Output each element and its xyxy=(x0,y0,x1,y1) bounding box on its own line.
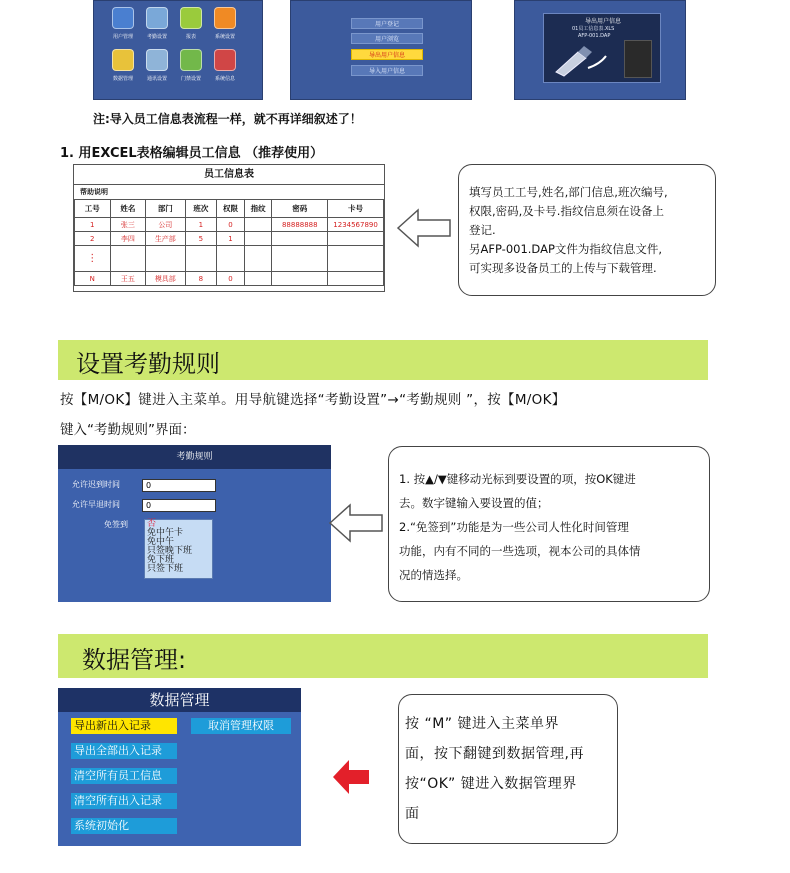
callout-line: 按 “M” 键进入主菜单界 xyxy=(405,716,559,732)
callout-line: 2.“免签到”功能是为一些公司人性化时间管理 xyxy=(399,520,629,534)
table-cell xyxy=(217,246,245,272)
cancel-admin-button[interactable]: 取消管理权限 xyxy=(191,718,291,734)
callout-line: 可实现多设备员工的上传与下载管理. xyxy=(469,261,657,275)
excel-callout xyxy=(458,164,716,296)
free-sign-options[interactable] xyxy=(144,519,213,579)
early-label: 允许早退时间 xyxy=(72,500,120,509)
table-cell xyxy=(244,218,272,232)
option-item[interactable]: 只签晚下班 xyxy=(147,546,193,556)
table-cell xyxy=(272,246,328,272)
table-row xyxy=(75,246,384,272)
callout-line: 面，按下翻键到数据管理,再 xyxy=(405,746,584,762)
option-item[interactable]: 否 xyxy=(147,519,157,529)
attendance-callout xyxy=(388,446,710,602)
table-cell: 生产部 xyxy=(146,232,185,246)
info-icon[interactable] xyxy=(214,49,236,71)
attendance-rule-panel xyxy=(58,445,331,602)
menu-icon-label: 系统信息 xyxy=(214,76,235,82)
calendar-icon[interactable] xyxy=(146,7,168,29)
data-mgmt-panel xyxy=(58,688,301,846)
table-cell xyxy=(244,272,272,286)
option-item[interactable]: 只签下班 xyxy=(147,564,184,574)
menu-icon-label: 门禁设置 xyxy=(180,76,201,82)
usb-drive-icon xyxy=(552,42,612,78)
callout-line: 登记. xyxy=(469,223,496,237)
left-arrow-icon xyxy=(396,208,452,248)
table-header-cell: 工号 xyxy=(75,200,111,218)
table-cell xyxy=(328,246,384,272)
gear-icon[interactable] xyxy=(214,7,236,29)
table-cell: 公司 xyxy=(146,218,185,232)
option-item[interactable]: 免下班 xyxy=(147,555,175,565)
callout-line: 填写员工工号,姓名,部门信息,班次编号, xyxy=(469,185,668,199)
excel-heading: 1. 用EXCEL表格编辑员工信息 （推荐使用） xyxy=(60,146,324,161)
table-cell: 张三 xyxy=(110,218,146,232)
callout-line: 功能，内有不同的一些选项，视本公司的具体情 xyxy=(399,544,641,558)
export-window xyxy=(543,13,661,83)
menu-icon-label: 通讯设置 xyxy=(146,76,167,82)
callout-line: 面 xyxy=(405,806,420,822)
table-row xyxy=(75,272,384,286)
table-cell xyxy=(244,246,272,272)
table-header-cell: 姓名 xyxy=(110,200,146,218)
table-cell xyxy=(328,272,384,286)
table-title: 员工信息表 xyxy=(74,165,384,185)
export-all-records-button[interactable]: 导出全部出入记录 xyxy=(71,743,177,759)
data-panel-title: 数据管理 xyxy=(58,688,301,712)
free-sign-label: 免签到 xyxy=(104,520,128,529)
table-cell: 王五 xyxy=(110,272,146,286)
clear-records-button[interactable]: 清空所有出入记录 xyxy=(71,793,177,809)
table-cell: 0 xyxy=(217,272,245,286)
menu-icon-label: 考勤设置 xyxy=(146,34,167,40)
network-icon[interactable] xyxy=(146,49,168,71)
table-cell: 1234567890 xyxy=(328,218,384,232)
menu-icon-label: 系统设置 xyxy=(214,34,235,40)
table-row xyxy=(75,232,384,246)
menu-icon-label: 数据管理 xyxy=(112,76,133,82)
red-left-arrow-icon xyxy=(333,760,369,794)
callout-line: 按“OK” 键进入数据管理界 xyxy=(405,776,577,792)
table-cell: 0 xyxy=(217,218,245,232)
table-cell xyxy=(272,272,328,286)
table-cell: 模具部 xyxy=(146,272,185,286)
export-new-records-button[interactable]: 导出新出入记录 xyxy=(71,718,177,734)
user-menu-screen xyxy=(290,0,472,100)
report-icon[interactable] xyxy=(180,7,202,29)
table-cell xyxy=(146,246,185,272)
table-cell: 2 xyxy=(75,232,111,246)
table-header-cell: 卡号 xyxy=(328,200,384,218)
rule-panel-title: 考勤规则 xyxy=(58,445,331,469)
callout-line: 去。数字键输入要设置的值； xyxy=(399,496,549,510)
clear-employees-button[interactable]: 清空所有员工信息 xyxy=(71,768,177,784)
table-cell: 5 xyxy=(185,232,217,246)
table-cell: ⋮ xyxy=(75,246,111,272)
menu-item-import[interactable]: 导入用户信息 xyxy=(351,65,423,76)
table-header-cell: 指纹 xyxy=(244,200,272,218)
menu-item-browse[interactable]: 用户浏览 xyxy=(351,33,423,44)
table-cell xyxy=(244,232,272,246)
data-banner-title: 数据管理: xyxy=(82,646,187,674)
export-screen xyxy=(514,0,686,100)
table-cell xyxy=(272,232,328,246)
device-icon xyxy=(624,40,652,78)
menu-icon-label: 用户管理 xyxy=(112,34,133,40)
data-callout xyxy=(398,694,618,844)
attendance-banner-title: 设置考勤规则 xyxy=(76,350,220,378)
late-input[interactable]: 0 xyxy=(142,479,216,492)
option-item[interactable]: 免中午 xyxy=(147,537,175,547)
data-banner xyxy=(58,634,708,678)
callout-line: 1. 按▲/▼键移动光标到要设置的项，按OK键进 xyxy=(399,472,636,486)
attendance-desc-1: 按【M/OK】键进入主菜单。用导航键选择“考勤设置”→“考勤规则 ”，按【M/OK】 xyxy=(60,392,566,408)
table-header-cell: 权限 xyxy=(217,200,245,218)
export-file-2: AFP-001.DAP xyxy=(578,33,611,39)
attendance-banner xyxy=(58,340,708,380)
table-cell: 李四 xyxy=(110,232,146,246)
database-icon[interactable] xyxy=(112,49,134,71)
main-menu-screen xyxy=(93,0,263,100)
late-label: 允许迟到时间 xyxy=(72,480,120,489)
menu-item-register[interactable]: 用户登记 xyxy=(351,18,423,29)
table-cell: 1 xyxy=(75,218,111,232)
table-cell: 1 xyxy=(217,232,245,246)
menu-item-export[interactable]: 导出用户信息 xyxy=(351,49,423,60)
table-cell xyxy=(110,246,146,272)
table-row xyxy=(75,218,384,232)
callout-line: 况的情选择。 xyxy=(399,568,468,582)
callout-line: 另AFP-001.DAP文件为指纹信息文件, xyxy=(469,242,663,256)
employee-grid xyxy=(74,199,384,286)
door-icon[interactable] xyxy=(180,49,202,71)
user-icon[interactable] xyxy=(112,7,134,29)
table-cell: 8 xyxy=(185,272,217,286)
table-cell xyxy=(185,246,217,272)
option-item[interactable]: 免中午卡 xyxy=(147,528,184,538)
menu-icon-label: 报表 xyxy=(185,34,196,40)
table-header-cell: 班次 xyxy=(185,200,217,218)
table-cell: 1 xyxy=(185,218,217,232)
export-title: 导出用户信息 xyxy=(584,18,621,25)
early-input[interactable]: 0 xyxy=(142,499,216,512)
employee-table xyxy=(73,164,385,292)
left-arrow-icon xyxy=(328,503,384,543)
table-cell xyxy=(328,232,384,246)
import-note: 注:导入员工信息表流程一样，就不再详细叙述了！ xyxy=(93,112,362,126)
callout-line: 权限,密码,及卡号.指纹信息须在设备上 xyxy=(469,204,664,218)
attendance-desc-2: 键入“考勤规则”界面： xyxy=(60,422,196,438)
table-cell: N xyxy=(75,272,111,286)
export-file-1: 01员工信息表.XLS xyxy=(572,26,615,32)
table-header-cell: 密码 xyxy=(272,200,328,218)
table-help: 帮助说明 xyxy=(80,188,108,196)
system-init-button[interactable]: 系统初始化 xyxy=(71,818,177,834)
table-header-cell: 部门 xyxy=(146,200,185,218)
table-cell: 88888888 xyxy=(272,218,328,232)
